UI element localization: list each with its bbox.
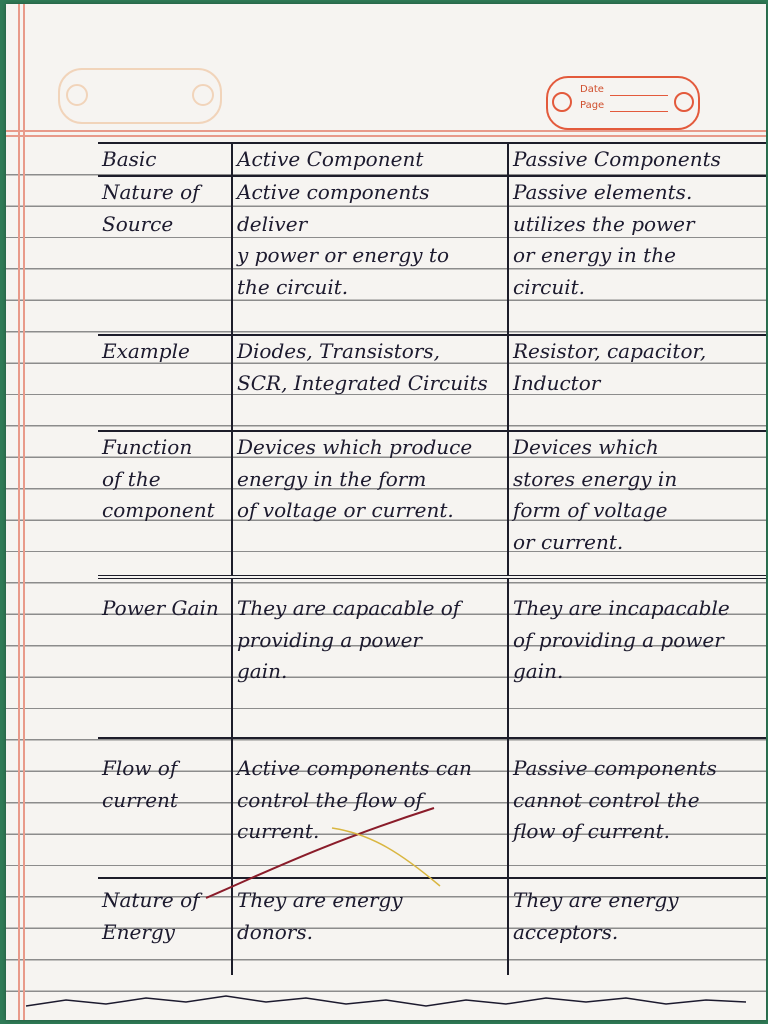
left-margin-line-2 xyxy=(23,4,25,1020)
cell-active: Devices which produce energy in the form of voltage or current. xyxy=(232,431,508,577)
table-header-row xyxy=(98,143,766,176)
cell-basic: Nature of Energy xyxy=(102,888,200,944)
cell-basic: Power Gain xyxy=(98,577,232,738)
swirl-icon xyxy=(192,84,214,106)
cell-passive: Resistor, capacitor, Inductor xyxy=(508,335,766,431)
date-line xyxy=(610,95,668,96)
cell-basic: Example xyxy=(98,335,232,431)
cell-passive: Passive elements. utilizes the power or energy in the circuit. xyxy=(508,176,766,335)
cell-active: Active components deliver y power or energy to the circuit. xyxy=(232,176,508,335)
header-margin-line xyxy=(6,130,766,132)
table-row xyxy=(98,335,766,431)
cell-active: Active components can control the flow of current. xyxy=(232,738,508,878)
cell-basic: Function of the component xyxy=(98,431,232,577)
page-line xyxy=(610,111,668,112)
faded-date-box xyxy=(58,68,222,124)
cell-passive: They are incapacable of providing a power gain. xyxy=(508,577,766,738)
cell-active: They are energy donors. xyxy=(232,878,508,975)
cell-passive: Devices which stores energy in form of voltage or current. xyxy=(508,431,766,577)
swirl-icon xyxy=(552,92,572,112)
table-row xyxy=(98,431,766,577)
header-passive: Passive Components xyxy=(508,143,766,176)
swirl-icon xyxy=(674,92,694,112)
page-label: Page xyxy=(580,100,605,111)
cell-basic: Flow of current xyxy=(98,738,232,878)
cell-passive: They are energy acceptors. xyxy=(508,878,766,975)
date-page-box xyxy=(546,76,700,130)
notebook-page xyxy=(6,4,766,1020)
cell-active: They are capacable of providing a power gain. xyxy=(232,577,508,738)
cell-passive: Passive components cannot control the flow of current. xyxy=(508,738,766,878)
torn-edge-scribble xyxy=(6,988,766,1018)
header-active: Active Component xyxy=(232,143,508,176)
table-row xyxy=(98,577,766,738)
header-margin-line-2 xyxy=(6,135,766,137)
date-label: Date xyxy=(580,84,604,95)
left-margin-line xyxy=(18,4,20,1020)
cell-active: Diodes, Transistors, SCR, Integrated Circuits xyxy=(232,335,508,431)
cell-basic: Nature of Source xyxy=(98,176,232,335)
header-basic: Basic xyxy=(98,143,232,176)
swirl-icon xyxy=(66,84,88,106)
pen-stroke-marks xyxy=(202,794,482,914)
table-row xyxy=(98,176,766,335)
